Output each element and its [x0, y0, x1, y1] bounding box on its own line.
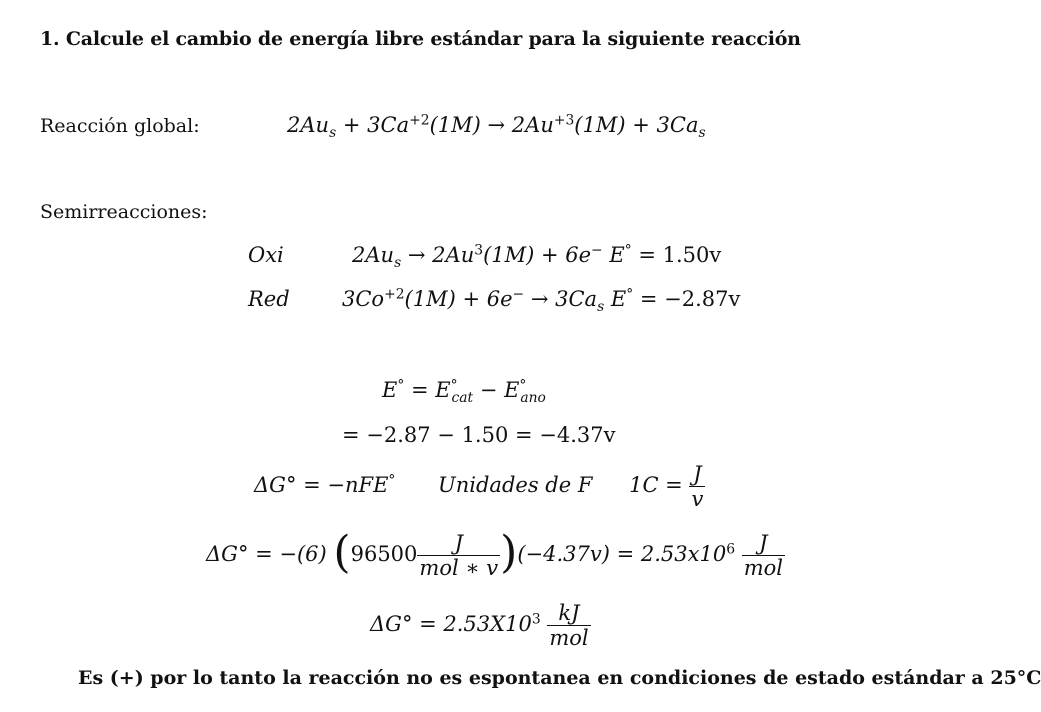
oxi-right-charge: 3: [474, 242, 484, 259]
red-right: 3Ca: [555, 287, 598, 311]
potential-term: (−4.37v) = 2.53x10: [517, 542, 727, 567]
red-equation: $3Co^{+2}(1M) + 6e^- \to 3Ca_s$ E° = −2.87v: [342, 286, 741, 315]
red-left-charge: +2: [384, 286, 405, 303]
red-left-conc: (1M) + 6e: [404, 287, 513, 311]
ecell-calc-text: = −2.87 − 1.50 = −4.37v: [342, 423, 616, 447]
red-electron-sign: −: [512, 286, 525, 303]
units-label: Unidades de F: [438, 473, 593, 498]
reactant2-charge: +2: [409, 112, 430, 129]
global-reaction-equation: [287, 112, 706, 141]
oxi-electron-sign: −: [591, 242, 603, 259]
dg-formula: ΔG° = −nFE° Unidades de F 1C = $\frac{J}{v}$: [254, 462, 704, 512]
red-right-state: s: [597, 298, 605, 315]
dg-calc-lhs: ΔG° = −(6): [206, 542, 327, 567]
oxi-left: 2Au: [352, 243, 395, 267]
fraction-numerator: J: [417, 531, 500, 556]
faraday-unit-fraction: [417, 531, 500, 580]
oxi-equation: $2Au_s \to 2Au^3(1M) + 6e^-$ E° = 1.50v: [352, 242, 722, 271]
product1-conc: (1M): [574, 113, 626, 137]
arrow-icon: →: [487, 113, 506, 137]
kj-per-mol-fraction: [547, 601, 590, 650]
joule-per-mol-fraction: [742, 531, 785, 580]
ecell-eq: = E: [410, 378, 451, 402]
product1: 2Au: [511, 113, 554, 137]
global-reaction-label: Reacción global:: [40, 115, 200, 137]
product2-state: s: [698, 124, 706, 141]
conclusion-text: Es (+) por lo tanto la reacción no es espontanea en condiciones de estado estándar a 25°C: [78, 667, 1041, 689]
plus-sign: +: [632, 113, 650, 137]
red-tag: Red: [248, 287, 290, 311]
oxi-tag: Oxi: [248, 243, 284, 267]
exponent: 6: [726, 541, 736, 558]
dg-result-lhs: ΔG° = 2.53X10: [370, 612, 532, 637]
fraction-numerator: kJ: [547, 601, 590, 626]
ecell-lhs: E: [382, 378, 398, 402]
fraction-numerator: J: [689, 462, 705, 487]
fraction-denominator: v: [691, 487, 704, 512]
arrow-icon: →: [407, 243, 426, 267]
oxi-potential-symbol: E: [609, 243, 625, 267]
fraction-denominator: mol ∗ v: [419, 556, 499, 581]
product2: 3Ca: [656, 113, 699, 137]
ecell-cat: cat: [451, 389, 474, 406]
problem-title: 1. Calcule el cambio de energía libre estándar para la siguiente reacción: [40, 28, 801, 50]
dg-result: [370, 601, 591, 650]
ecell-ano: ano: [520, 389, 546, 406]
dg-formula-lhs: ΔG° = −nFE: [254, 473, 389, 498]
oxi-right-conc: (1M) + 6e: [483, 243, 592, 267]
dg-calc: ΔG° = −(6) (96500 $\frac{J}{\text{mol ∗ v}}$ )$(-4.37v) = 2.53x10^6$ $\frac{J}{\text{mol}}$: [206, 527, 784, 581]
ecell-calc: [342, 423, 616, 447]
fraction-denominator: mol: [549, 626, 589, 651]
oxi-potential-value: = 1.50v: [638, 243, 722, 267]
plus-sign: +: [342, 113, 361, 137]
ecell-minus: − E: [479, 378, 520, 402]
one-coulomb: 1C =: [629, 473, 683, 498]
faraday-value: 96500: [350, 542, 418, 567]
reactant2-conc: (1M): [429, 113, 481, 137]
red-left: 3Co: [342, 287, 385, 311]
joule-per-volt-fraction: [689, 462, 705, 511]
reactant2: 3Ca: [367, 113, 410, 137]
red-potential-value: = −2.87v: [639, 287, 741, 311]
fraction-denominator: mol: [743, 556, 784, 581]
arrow-icon: →: [530, 287, 549, 311]
fraction-numerator: J: [742, 531, 785, 556]
product1-charge: +3: [553, 112, 575, 129]
red-potential-symbol: E: [610, 287, 627, 311]
oxi-right: 2Au: [432, 243, 475, 267]
reactant1-state: s: [329, 124, 337, 141]
semi-reactions-label: Semirreacciones:: [40, 201, 208, 223]
exponent: 3: [531, 611, 541, 628]
oxi-left-state: s: [394, 254, 402, 271]
ecell-formula: $E^\circ = E^\circ_{cat} - E^\circ_{ano}$: [382, 377, 546, 406]
reactant1: 2Au: [287, 113, 330, 137]
